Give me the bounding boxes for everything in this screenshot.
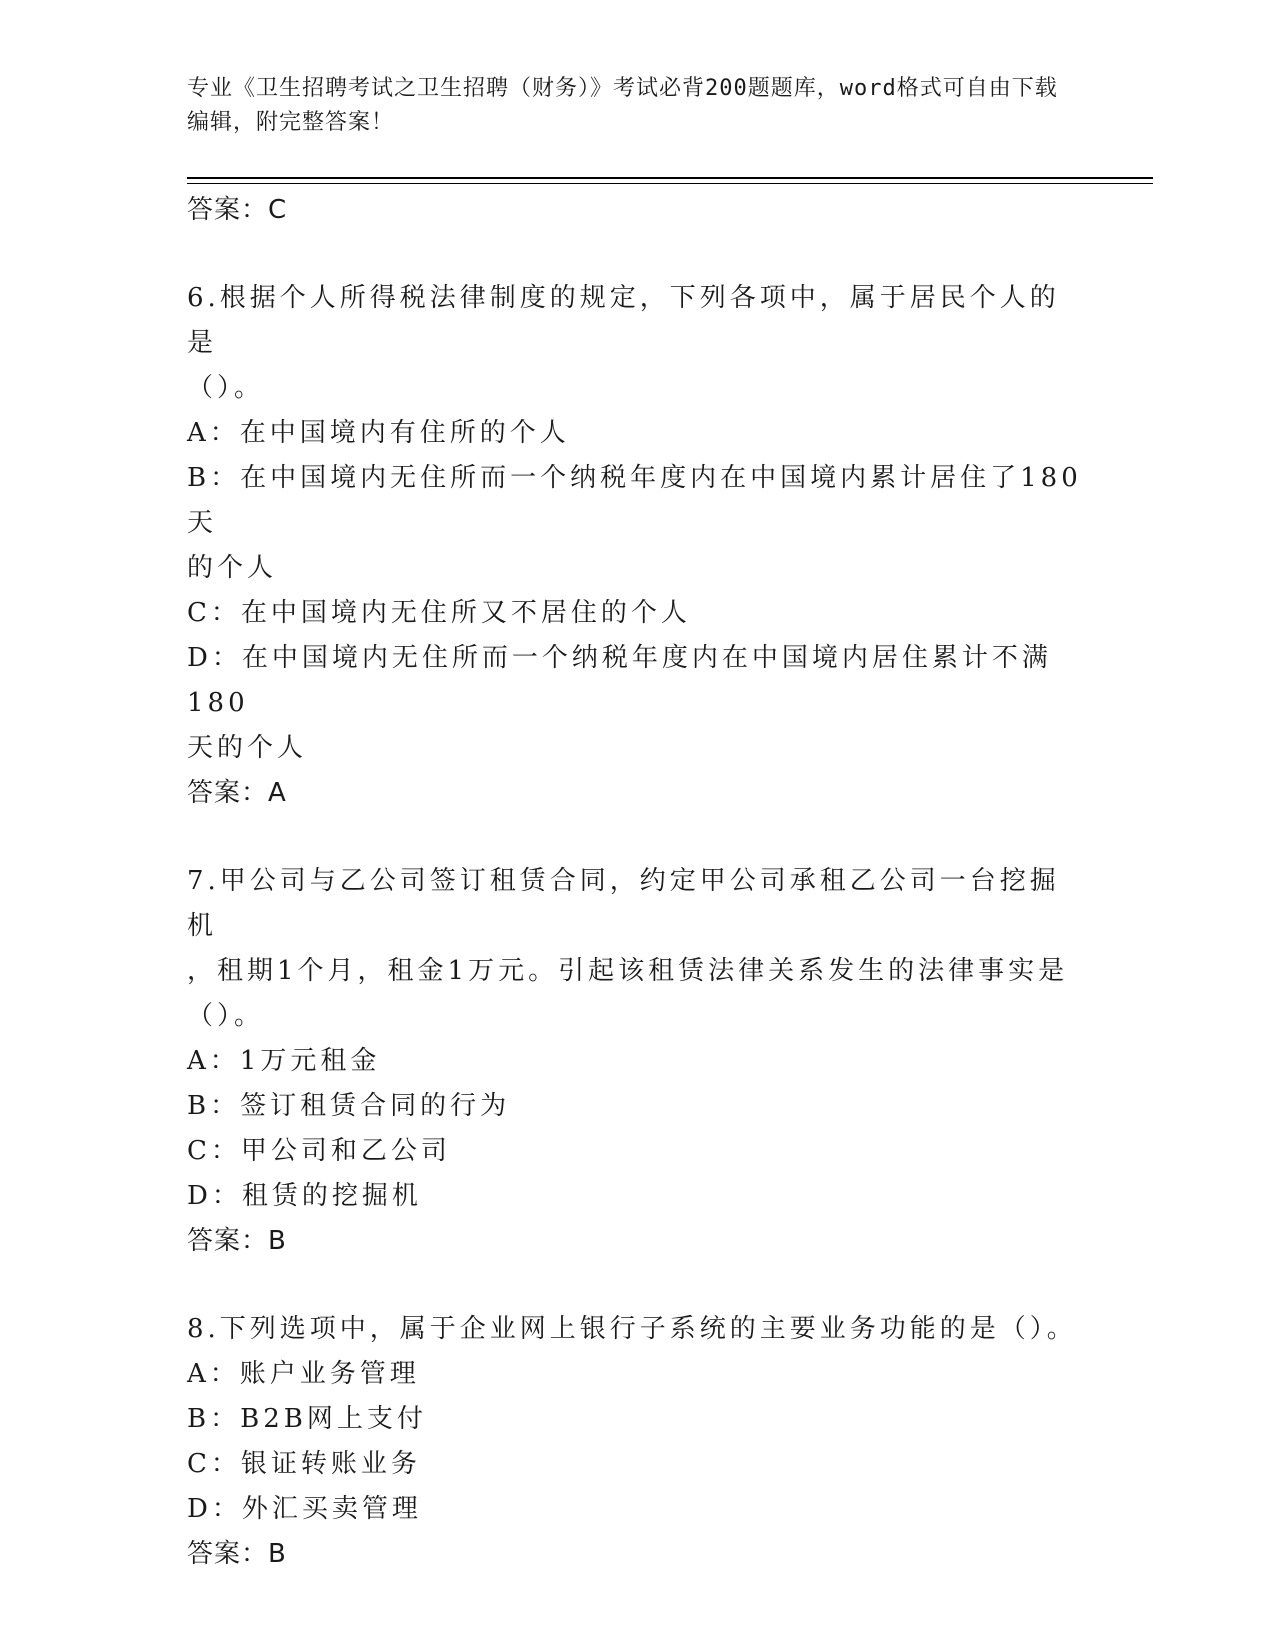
header-rule-thick bbox=[187, 177, 1153, 179]
question-block bbox=[187, 1263, 1087, 1576]
document-header: 专业《卫生招聘考试之卫生招聘（财务）》考试必背200题题库，word格式可自由下载编辑，附完整答案！ bbox=[187, 76, 1058, 135]
option-line: 的个人 bbox=[187, 553, 278, 583]
question-stem-line: 8.下列选项中，属于企业网上银行子系统的主要业务功能的是（）。 bbox=[187, 1314, 1077, 1344]
answer-line: 答案：C bbox=[187, 195, 288, 225]
option-line: C：银证转账业务 bbox=[187, 1449, 421, 1479]
question-block bbox=[187, 232, 1087, 815]
question-stem-line: ，租期1个月，租金1万元。引起该租赁法律关系发生的法律事实是 bbox=[187, 956, 1069, 986]
spacer bbox=[187, 1263, 1087, 1307]
header-rule-thin bbox=[187, 183, 1153, 184]
question-stem-line: 6.根据个人所得税法律制度的规定，下列各项中，属于居民个人的是 bbox=[187, 283, 1060, 358]
answer-line: 答案：B bbox=[187, 1226, 287, 1256]
question-stem-line: 7.甲公司与乙公司签订租赁合同，约定甲公司承租乙公司一台挖掘机 bbox=[187, 866, 1060, 941]
question-stem-line: （）。 bbox=[187, 373, 265, 403]
option-line: A：1万元租金 bbox=[187, 1046, 381, 1076]
option-line: C：在中国境内无住所又不居住的个人 bbox=[187, 598, 691, 628]
question-block bbox=[187, 815, 1087, 1263]
option-line: 天的个人 bbox=[187, 733, 308, 763]
option-line: C：甲公司和乙公司 bbox=[187, 1136, 451, 1166]
option-line: A：账户业务管理 bbox=[187, 1359, 420, 1389]
option-line: B：在中国境内无住所而一个纳税年度内在中国境内累计居住了180天 bbox=[187, 463, 1082, 538]
option-line: D：在中国境内无住所而一个纳税年度内在中国境内居住累计不满180 bbox=[187, 643, 1052, 718]
option-line: A：在中国境内有住所的个人 bbox=[187, 418, 570, 448]
question-list bbox=[187, 188, 1087, 1576]
spacer bbox=[187, 815, 1087, 859]
option-line: B：签订租赁合同的行为 bbox=[187, 1091, 511, 1121]
option-line: D：外汇买卖管理 bbox=[187, 1494, 422, 1524]
answer-line: 答案：B bbox=[187, 1539, 287, 1569]
option-line: B：B2B网上支付 bbox=[187, 1404, 427, 1434]
answer-line: 答案：A bbox=[187, 778, 287, 808]
question-stem-line: （）。 bbox=[187, 1001, 265, 1031]
option-line: D：租赁的挖掘机 bbox=[187, 1181, 422, 1211]
spacer bbox=[187, 232, 1087, 276]
